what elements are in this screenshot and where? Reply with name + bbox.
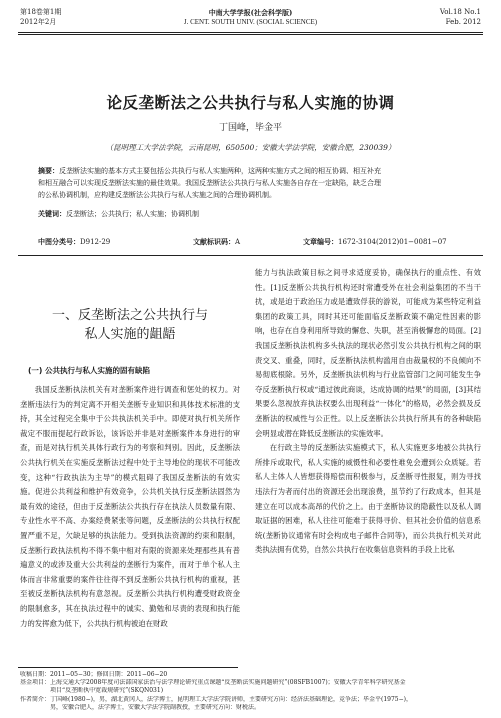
footnote-dates: 收稿日期：2011−05−30；修回日期：2011−06−20 <box>20 671 168 678</box>
abstract-rule <box>18 255 483 256</box>
footnotes <box>20 671 485 712</box>
doc-code-value: A <box>235 238 241 246</box>
journal-title-cn: 中南大学学报(社会科学版) <box>208 8 293 17</box>
running-header <box>0 6 501 30</box>
article-number <box>303 237 447 247</box>
left-column <box>20 383 240 631</box>
article-authors: 丁国峰，毕金平 <box>218 123 282 133</box>
article-title: 论反垄断法之公共执行与私人实施的协调 <box>106 94 395 112</box>
abstract-text-1: 反垄断法实施的基本方式主要包括公共执行与私人实施两种，这两种实施方式之间的相互协调、相互补充 <box>59 167 381 175</box>
journal-title-en: J. CENT. SOUTH UNIV. (SOCIAL SCIENCE) <box>183 18 318 26</box>
section-heading-line-2: 私人实施的龃龉 <box>84 327 176 342</box>
volume-number: Vol.18 No.1 <box>439 8 481 16</box>
abstract-label: 摘要： <box>38 167 59 175</box>
header-rule <box>18 32 483 33</box>
abstract-line-3: 的公私协调机制，应构建反垄断法公共执行与私人实施之间的合理协调机制。 <box>38 191 276 199</box>
footnote-authors-cont: 男，安徽合肥人，法学博士，安徽大学法学院副教授，主要研究方向：财税法。 <box>50 703 261 711</box>
subsection-heading: (一) 公共执行与私人实施的固有缺陷 <box>28 366 150 375</box>
issue-date: 2012年2月 <box>20 18 57 26</box>
footnote-authors: 作者简介：丁国峰(1980−)，男，湖北黄冈人，法学博士，昆明理工大学法学院讲师，主要研究方向：经济法基础理论，竞争法；毕金平(1975−)， <box>20 695 412 703</box>
right-paragraph-2: 在行政主导的反垄断法实施模式下，私人实施更多地被公共执行所排斥或取代，私人实施的威慑性和必要性难免会遭到公众质疑。若私人主体人人皆想获得赔偿而积极参与，反垄断寻性报复，则为寻找违法行为者而付出的资源还会出现浪费，虽节约了行政成本，但其是建立在可以成本高昂的代价之上。由于垄断协议的隐蔽性以及私人调取证据的困难，私人往往可能难于获得寻价、但其社会价值的信息系统(垄断协议通常有时会构成电子邮件合同等)，而公共执行机关对此类执法拥有优势，自然公共执行在收集信息资料的手段上比私 <box>255 443 481 555</box>
document-code <box>193 237 240 247</box>
footnote-funding-cont: 项目“反垄断执中宽裁规研究”(SKQN031) <box>50 687 164 695</box>
issue-number: 第18卷第1期 <box>20 8 62 16</box>
classification-label: 中图分类号： <box>38 237 80 246</box>
left-paragraph: 我国反垄断执法机关有对垄断案件进行调查和惩处的权力。对垄断违法行为的判定离不开相关垄断专业知识和具体技术标准的支持，其全过程完全集中于公共执法机关手中。即使对执行机关所作裁定不服而提起行政诉讼，该诉讼并非是对垄断案件本身进行的审查，而是对执行机关具体行政行为的考察和判别。因此，反垄断法公共执行机关在实施反垄断法过程中处于主导地位的现状不可能改变，这种“行政执法为主导”的模式阻碍了我国反垄断法的有效实施。促进公共利益和维护有效竞争，公共机关执行反垄断法固然为最有效的途径，但由于反垄断法公共执行存在执法人员数量有限、专业性水平不高、办案经费紧张等问题，反垄断法的公共执行权配置严重不足，欠缺足够的执法能力。受到执法资源的约束和限制，反垄断行政执法机构不得不集中相对有限的资源来处理那些具有普遍意义的或涉及重大公共利益的垄断行为案件，而对于单个私人主体而言非常重要的案件往往得不到反垄断公共执行机构的重视，甚至被反垄断执法机构有意忽视。反垄断公共执行机构遭受财政资金的限制愈多，其在执法过程中的诚实、勤勉和尽责的表现和执行能力的发挥愈为低下，公共执行机构被迫在财政 <box>20 385 240 628</box>
classification-value: D912-29 <box>80 238 111 246</box>
article-no-value: 1672-3104(2012)01−0081−07 <box>338 238 447 246</box>
classification <box>38 237 110 247</box>
keywords-label: 关键词： <box>38 210 66 218</box>
publication-month: Feb. 2012 <box>445 18 481 26</box>
footnote-funding: 基金项目：上海交通大学2008年度司法部国家法治与法学理论研究重点课题“反垄断法实施问题研究”(08SFB1007)；安徽大学青年科学研究基金 <box>20 679 406 687</box>
right-paragraph-1: 能力与执法政策目标之间寻求适度妥协，确保执行的重点性、有效性。[1]反垄断公共执行机构还时常遭受外在社会利益集团的不当干扰，或是迫于政治压力或是遭致俘获的游说，可能成为某些特定利益集团的政策工具，同时其还可能面临反垄断政策不确定性因素的影响，也存在自身利用所导致的懈怠、失职，甚至消极懈怠的局面。[2]我国反垄断执法机构多头执法的现状必然引发公共执行机构之间的职责交叉、重叠，同时，反垄断执法机构滥用自由裁量权的不良倾向不易彻底根除。另外，反垄断执法机构与行业监管部门之间可能发生争夺反垄断执行权或“通过彼此商谈，达成协调的结果”的局面，[3]其结果要么忽视放弃执法权要么出现利益“一体化”的格局，必然会损及反垄断法的权威性与公正性。以上反垄断法公共执行所具有的各种缺陷会明显或潜在降低反垄断法的实施效率。 <box>255 268 481 438</box>
author-affiliation: （昆明理工大学法学院，云南昆明，650500；安徽大学法学院，安徽合肥，230039） <box>105 143 396 152</box>
keywords-text: 反垄断法；公共执行；私人实施；协调机制 <box>66 210 199 218</box>
section-heading <box>20 306 240 344</box>
section-heading-line-1: 一、反垄断法之公共执行与 <box>51 308 208 323</box>
article-no-label: 文章编号： <box>303 237 338 246</box>
footnote-rule <box>18 667 238 668</box>
header-rule-thin <box>18 34 483 35</box>
right-column <box>255 266 481 558</box>
abstract-line-1 <box>38 165 468 177</box>
abstract-line-2: 和相互融合可以实现反垄断法实施的最佳效果。我国反垄断法公共执行与私人实施各自存在一定缺陷，缺乏合理 <box>38 179 381 187</box>
keywords-line <box>38 208 468 220</box>
doc-code-label: 文献标识码： <box>193 237 235 246</box>
